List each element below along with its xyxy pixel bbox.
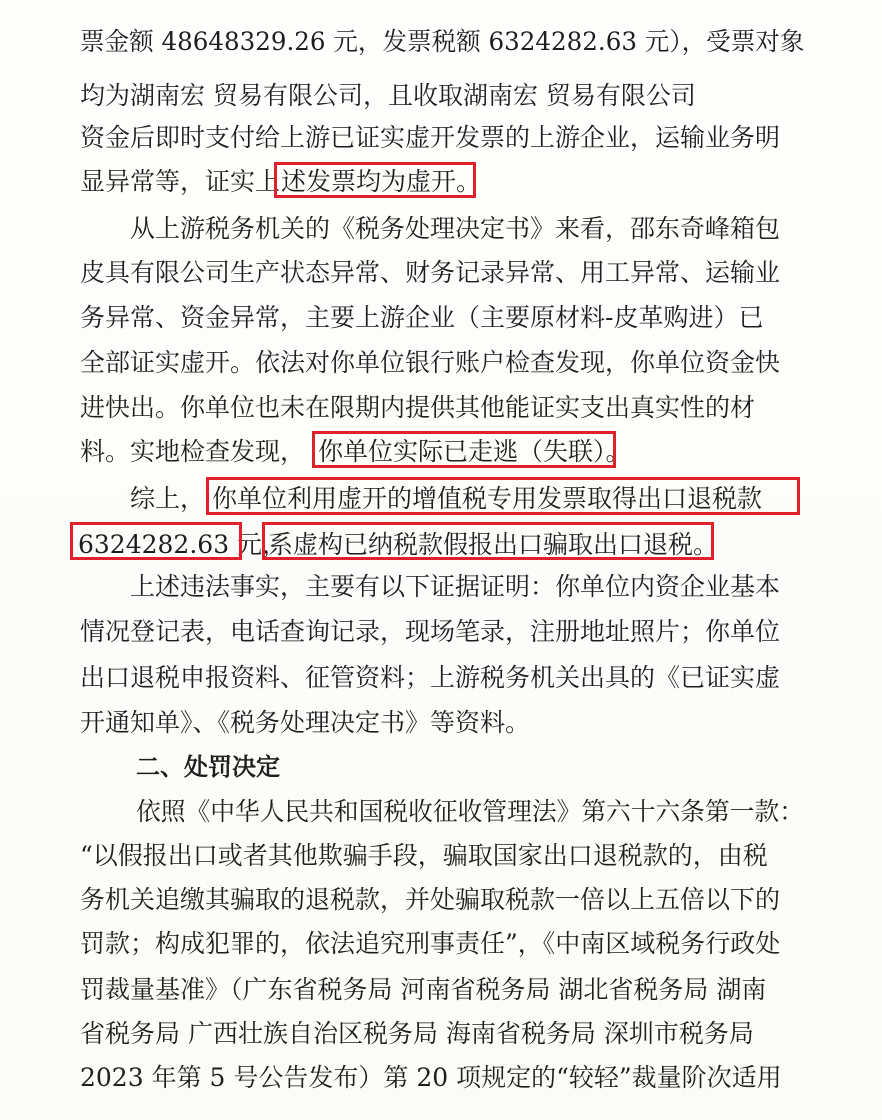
line-text: 票金额 48648329.26 元，发票税额 6324282.63 元），受票对象 <box>80 27 805 56</box>
highlighted-text: 你单位实际已走逃（失联）。 <box>318 437 631 466</box>
line-text: 情况登记表，电话查询记录，现场笔录，注册地址照片；你单位 <box>80 617 781 646</box>
line-text: 务机关追缴其骗取的退税款，并处骗取税款一倍以上五倍以下的 <box>80 885 781 914</box>
line-text: 罚裁量基准》（广东省税务局 河南省税务局 湖北省税务局 湖南 <box>80 975 767 1004</box>
text-line <box>0 118 882 158</box>
text-line <box>0 567 882 607</box>
text-line <box>0 388 882 428</box>
line-text: 从上游税务机关的《税务处理决定书》来看，邵东奇峰箱包 <box>130 214 781 243</box>
text-line <box>0 1014 882 1054</box>
line-text: 资金后即时支付给上游已证实虚开发票的上游企业，运输业务明 <box>80 123 781 152</box>
text-line <box>0 836 882 876</box>
text-line <box>0 880 882 920</box>
line-text: 罚款；构成犯罪的，依法追究刑事责任”，《中南区域税务行政处 <box>80 929 781 958</box>
text-line <box>0 924 882 964</box>
line-text: 2023 年第 5 号公告发布）第 20 项规定的“较轻”裁量阶次适用 <box>80 1063 782 1092</box>
section-heading <box>0 747 882 787</box>
text-line <box>0 1058 882 1098</box>
text-line <box>0 253 882 293</box>
text-line <box>0 658 882 698</box>
highlighted-amount: 6324282.63 元， <box>78 530 288 559</box>
line-text: 出口退税申报资料、征管资料；上游税务机关出具的《已证实虚 <box>80 663 781 692</box>
line-text: 上述违法事实，主要有以下证据证明：你单位内资企业基本 <box>130 572 781 601</box>
text-line <box>0 612 882 652</box>
text-line <box>0 432 882 472</box>
line-text: 省税务局 广西壮族自治区税务局 海南省税务局 深圳市税务局 <box>80 1019 754 1048</box>
highlighted-text: 述发票均为虚开。 <box>281 167 482 196</box>
line-text: 进快出。你单位也未在限期内提供其他能证实支出真实性的材 <box>80 393 756 422</box>
text-line <box>0 298 882 338</box>
line-text: 均为湖南宏 贸易有限公司，且收取湖南宏 贸易有限公司 <box>80 81 696 110</box>
line-text: 开通知单》、《税务处理决定书》等资料。 <box>80 708 531 737</box>
heading-text: 二、处罚决定 <box>136 753 280 781</box>
text-line <box>0 76 882 116</box>
text-line <box>0 792 882 832</box>
text-line <box>0 343 882 383</box>
line-text: 综上， <box>130 484 206 513</box>
text-line <box>0 703 882 743</box>
text-line <box>0 479 882 519</box>
highlighted-text: 你单位利用虚开的增值税专用发票取得出口退税款 <box>212 484 763 513</box>
line-text: 皮具有限公司生产状态异常、财务记录异常、用工异常、运输业 <box>80 258 781 287</box>
highlighted-text: 系虚构已纳税款假报出口骗取出口退税。 <box>268 530 719 559</box>
text-line <box>0 970 882 1010</box>
text-line <box>0 525 882 565</box>
line-text: 显异常等，证实上 <box>80 167 281 196</box>
line-text: “以假报出口或者其他欺骗手段，骗取国家出口退税款的，由税 <box>80 841 768 870</box>
text-line <box>0 162 882 202</box>
line-text: 全部证实虚开。依法对你单位银行账户检查发现，你单位资金快 <box>80 348 781 377</box>
text-line <box>0 22 882 62</box>
text-line <box>0 209 882 249</box>
line-text: 料。实地检查发现， <box>80 437 306 466</box>
line-text: 务异常、资金异常，主要上游企业（主要原材料-皮革购进）已 <box>80 303 764 332</box>
line-text: 依照《中华人民共和国税收征收管理法》第六十六条第一款： <box>136 797 804 826</box>
